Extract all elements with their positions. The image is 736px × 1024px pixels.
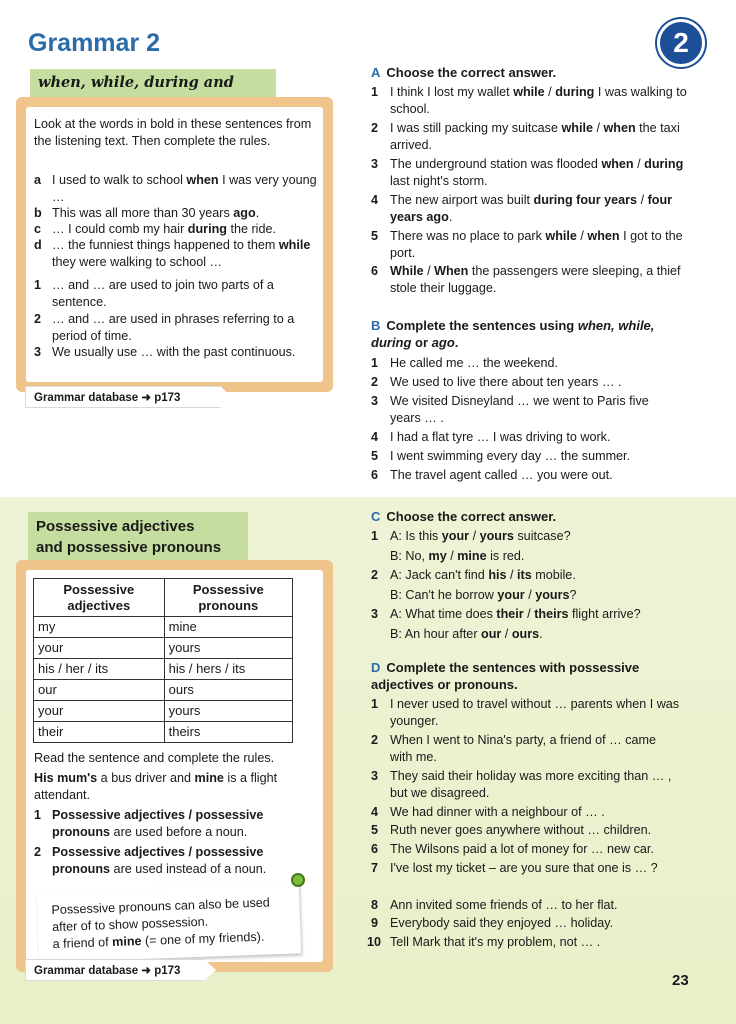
- table-cell: their: [34, 722, 165, 743]
- answer-option[interactable]: when: [603, 121, 636, 135]
- table-header-row: [34, 579, 293, 617]
- item-text: B: Can't he borrow: [390, 587, 498, 602]
- exercise-b-item: [371, 374, 681, 391]
- box2-rule-1: [34, 807, 318, 840]
- answer-option[interactable]: my: [428, 548, 447, 563]
- box1-intro: Look at the words in bold in these sentences from the listening text. Then complete the rules.: [34, 117, 312, 148]
- item-number: 8: [371, 898, 379, 912]
- answer-option[interactable]: our: [481, 626, 502, 641]
- item-number: 5: [371, 229, 379, 243]
- item-number: 4: [371, 805, 379, 819]
- exercise-d-item: [371, 841, 681, 858]
- item-number: 6: [371, 264, 379, 278]
- item-text: /: [446, 548, 458, 563]
- box1-rule-3: [34, 344, 318, 361]
- item-text: /: [501, 626, 512, 641]
- section-c-heading: C Choose the correct answer.: [371, 509, 557, 524]
- item-number: 1: [371, 529, 379, 543]
- item-text: the passengers were sleeping, a thief stole their luggage.: [390, 264, 681, 295]
- exercise-a-item: [371, 120, 687, 153]
- exercise-c-item: [371, 567, 681, 603]
- rule-text: … and … are used to join two parts of a sentence.: [52, 278, 274, 309]
- example-text: a bus driver and: [97, 771, 195, 785]
- answer-option[interactable]: when: [587, 229, 620, 243]
- exercise-c-item: [371, 528, 681, 564]
- item-number: 5: [371, 823, 379, 837]
- exercise-b-item: [371, 393, 681, 426]
- exercise-a-item: [371, 156, 687, 189]
- table-cell: our: [34, 680, 165, 701]
- rule-label: 1: [34, 278, 42, 292]
- rule-text: … and … are used in phrases referring to a period of time.: [52, 312, 295, 343]
- table-cell: your: [34, 638, 165, 659]
- item-text: /: [524, 587, 536, 602]
- box2-title: [28, 512, 248, 560]
- grammar-database-link-2[interactable]: Grammar database ➜ p173: [25, 959, 205, 981]
- item-number: 3: [371, 394, 379, 408]
- example-label: c: [34, 222, 42, 236]
- possessives-table: [33, 578, 293, 743]
- answer-option[interactable]: When: [434, 264, 469, 278]
- item-text: The travel agent called … you were out.: [390, 468, 613, 482]
- item-text: We visited Disneyland … we went to Paris five years … .: [390, 394, 649, 425]
- item-text: .: [448, 209, 453, 224]
- item-number: 9: [371, 916, 379, 930]
- example-text: … the funniest things happened to them: [52, 238, 279, 252]
- exercise-d-item: [371, 768, 681, 801]
- item-number: 5: [371, 449, 379, 463]
- rule-label: 2: [34, 312, 42, 326]
- item-number: 2: [371, 121, 379, 135]
- item-text: They said their holiday was more exciting than … , but we disagreed.: [390, 769, 672, 800]
- example-text: is a flight attendant.: [34, 771, 278, 802]
- item-text: I was walking to school.: [390, 85, 687, 116]
- box2-instruction: Read the sentence and complete the rules.: [34, 751, 275, 765]
- table-row: [34, 722, 293, 743]
- rule-text: are used before a noun.: [110, 824, 248, 839]
- note-text: Possessive pronouns can also be used after of to show possession.: [51, 895, 271, 935]
- table-cell: theirs: [164, 722, 292, 743]
- exercise-d-item: [367, 934, 677, 951]
- table-cell: my: [34, 617, 165, 638]
- item-number: 1: [371, 356, 379, 370]
- grammar-database-link-1[interactable]: Grammar database ➜ p173: [25, 386, 221, 408]
- item-text: /: [576, 229, 588, 243]
- item-number: 10: [367, 935, 382, 949]
- exercise-d-item: [371, 822, 681, 839]
- item-text: /: [633, 157, 645, 171]
- answer-option[interactable]: your: [497, 587, 525, 602]
- box1-example-b: [34, 205, 318, 222]
- section-d-heading: D Complete the sentences with possessive adjectives or pronouns.: [371, 660, 640, 692]
- answer-option[interactable]: yours: [479, 529, 514, 543]
- rule-text: are used instead of a noun.: [110, 861, 267, 876]
- item-text: /: [506, 568, 518, 582]
- example-text: This was all more than 30 years: [52, 206, 234, 220]
- item-text: Tell Mark that it's my problem, not … .: [390, 935, 601, 949]
- table-row: [34, 638, 293, 659]
- item-text: I went swimming every day … the summer.: [390, 449, 631, 463]
- exercise-b-item: [371, 429, 681, 446]
- example-text: … I could comb my hair: [52, 222, 188, 236]
- item-text: I've lost my ticket – are you sure that one is … ?: [390, 861, 658, 875]
- section-b-heading: B Complete the sentences using when, while, during or ago.: [371, 318, 655, 350]
- answer-option[interactable]: four years ago: [390, 193, 673, 224]
- table-row: [34, 617, 293, 638]
- example-text: I used to walk to school: [52, 173, 187, 187]
- item-text: When I went to Nina's party, a friend of … came with me.: [390, 733, 657, 764]
- rule-label: 1: [34, 808, 42, 822]
- example-bold: ago: [233, 206, 256, 220]
- rule-bold: Possessive adjectives / possessive pronouns: [52, 845, 264, 876]
- item-text: is red.: [486, 548, 525, 563]
- answer-option[interactable]: While: [390, 264, 424, 278]
- answer-option[interactable]: yours: [535, 587, 570, 602]
- answer-option[interactable]: your: [441, 529, 470, 543]
- table-cell: yours: [164, 701, 292, 722]
- table-cell: yours: [164, 638, 292, 659]
- example-text: they were walking to school …: [52, 254, 223, 269]
- item-text: A: Is this: [390, 529, 442, 543]
- box1-example-a: [34, 172, 318, 205]
- item-number: 3: [371, 607, 379, 621]
- item-number: 2: [371, 568, 379, 582]
- example-bold: His mum's: [34, 771, 98, 785]
- table-header: Possessive adjectives: [34, 579, 165, 617]
- table-cell: his / her / its: [34, 659, 165, 680]
- item-text: I think I lost my wallet: [390, 85, 514, 99]
- item-text: A: Jack can't find: [390, 568, 489, 582]
- item-text: There was no place to park: [390, 229, 546, 243]
- item-number: 7: [371, 861, 379, 875]
- item-text: I was still packing my suitcase: [390, 121, 562, 135]
- answer-option[interactable]: their: [496, 607, 524, 621]
- item-number: 6: [371, 842, 379, 856]
- exercise-b-item: [371, 467, 681, 484]
- box1-title: when, while, during and: [30, 69, 276, 97]
- exercise-d-item: [371, 860, 681, 877]
- example-bold: mine: [194, 771, 224, 785]
- example-text: I was very young …: [52, 173, 317, 204]
- item-text: .: [539, 626, 543, 641]
- item-number: 4: [371, 193, 379, 207]
- item-text: A: What time does: [390, 607, 497, 621]
- answer-option[interactable]: while: [513, 85, 545, 99]
- item-text: ?: [569, 587, 577, 602]
- item-text: We used to live there about ten years … .: [390, 375, 622, 389]
- item-text: /: [423, 264, 435, 278]
- item-text: The new airport was built: [390, 193, 534, 207]
- item-number: 2: [371, 733, 379, 747]
- table-row: [34, 680, 293, 701]
- exercise-a-item: [371, 192, 687, 225]
- answer-option[interactable]: during: [644, 157, 684, 171]
- item-text: B: An hour after: [390, 626, 482, 641]
- rule-label: 3: [34, 345, 42, 359]
- item-text: I had a flat tyre … I was driving to work.: [390, 430, 611, 444]
- box1-example-d: [34, 237, 318, 270]
- table-cell: your: [34, 701, 165, 722]
- item-text: /: [637, 193, 648, 207]
- item-number: 6: [371, 468, 379, 482]
- exercise-d-item: [371, 732, 681, 765]
- answer-option[interactable]: ours: [511, 626, 540, 641]
- item-text: mobile.: [531, 568, 576, 582]
- page-number: 23: [672, 972, 689, 989]
- answer-option[interactable]: while: [545, 229, 577, 243]
- item-text: We had dinner with a neighbour of … .: [390, 805, 605, 819]
- item-text: suitcase?: [513, 529, 571, 543]
- item-number: 2: [371, 375, 379, 389]
- exercise-a-item: [371, 228, 687, 261]
- answer-option[interactable]: its: [517, 568, 532, 582]
- exercise-a-item: [371, 84, 687, 117]
- exercise-d-item: [371, 897, 681, 914]
- item-text: flight arrive?: [568, 607, 641, 621]
- item-number: 1: [371, 697, 379, 711]
- pin-icon: [291, 873, 305, 887]
- box2-rule-2: [34, 844, 318, 877]
- example-bold: when: [186, 173, 219, 187]
- rule-label: 2: [34, 845, 42, 859]
- item-text: /: [544, 85, 556, 99]
- item-text: I got to the port.: [390, 229, 683, 260]
- box2-title-line2: and possessive pronouns: [36, 539, 222, 556]
- exercise-d-item: [371, 915, 681, 932]
- exercise-b-item: [371, 448, 681, 465]
- example-label: b: [34, 206, 42, 220]
- example-text: the ride.: [226, 222, 276, 236]
- box1-example-c: [34, 221, 318, 238]
- item-text: The Wilsons paid a lot of money for … new car.: [390, 842, 654, 856]
- table-cell: mine: [164, 617, 292, 638]
- answer-option[interactable]: during: [555, 85, 595, 99]
- example-label: a: [34, 173, 42, 187]
- exercise-c-item: [371, 606, 681, 642]
- rule-bold: Possessive adjectives / possessive pronouns: [52, 808, 264, 839]
- table-header: Possessive pronouns: [164, 579, 292, 617]
- exercise-d-item: [371, 696, 681, 729]
- item-text: He called me … the weekend.: [390, 356, 559, 370]
- item-text: last night's storm.: [390, 173, 488, 188]
- item-text: I never used to travel without … parents when I was younger.: [390, 697, 680, 728]
- answer-option[interactable]: his: [488, 568, 507, 582]
- table-row: [34, 659, 293, 680]
- answer-option[interactable]: while: [561, 121, 593, 135]
- answer-option[interactable]: theirs: [534, 607, 569, 621]
- answer-option[interactable]: during four years: [533, 193, 638, 207]
- unit-badge: 2: [657, 19, 705, 67]
- item-text: Ruth never goes anywhere without … children.: [390, 823, 652, 837]
- example-bold: while: [278, 238, 311, 252]
- item-text: The underground station was flooded: [390, 157, 602, 171]
- table-cell: his / hers / its: [164, 659, 292, 680]
- rule-text: We usually use … with the past continuous.: [52, 345, 296, 359]
- answer-option[interactable]: when: [601, 157, 634, 171]
- note-card: [37, 883, 301, 962]
- example-text: .: [255, 206, 260, 220]
- item-text: /: [592, 121, 604, 135]
- exercise-d-item: [371, 804, 681, 821]
- page-title: Grammar 2: [28, 29, 161, 57]
- item-text: Everybody said they enjoyed … holiday.: [390, 916, 614, 930]
- item-text: the taxi arrived.: [390, 121, 680, 152]
- item-number: 4: [371, 430, 379, 444]
- example-label: d: [34, 238, 42, 252]
- item-text: B: No,: [390, 548, 429, 563]
- item-number: 3: [371, 157, 379, 171]
- table-row: [34, 701, 293, 722]
- exercise-a-item: [371, 263, 687, 296]
- box1-rule-1: [34, 277, 318, 310]
- item-number: 1: [371, 85, 379, 99]
- answer-option[interactable]: mine: [457, 548, 487, 563]
- item-text: /: [523, 607, 535, 621]
- item-text: /: [469, 529, 480, 543]
- box2-example-sentence: [34, 770, 294, 803]
- table-cell: ours: [164, 680, 292, 701]
- exercise-b-item: [371, 355, 681, 372]
- item-text: Ann invited some friends of … to her flat.: [390, 898, 618, 912]
- example-bold: during: [187, 222, 227, 236]
- note-example: a friend of mine (= one of my friends).: [52, 929, 265, 952]
- box2-title-line1: Possessive adjectives: [36, 518, 195, 535]
- item-number: 3: [371, 769, 379, 783]
- section-a-heading: A Choose the correct answer.: [371, 65, 557, 80]
- box1-rule-2: [34, 311, 318, 344]
